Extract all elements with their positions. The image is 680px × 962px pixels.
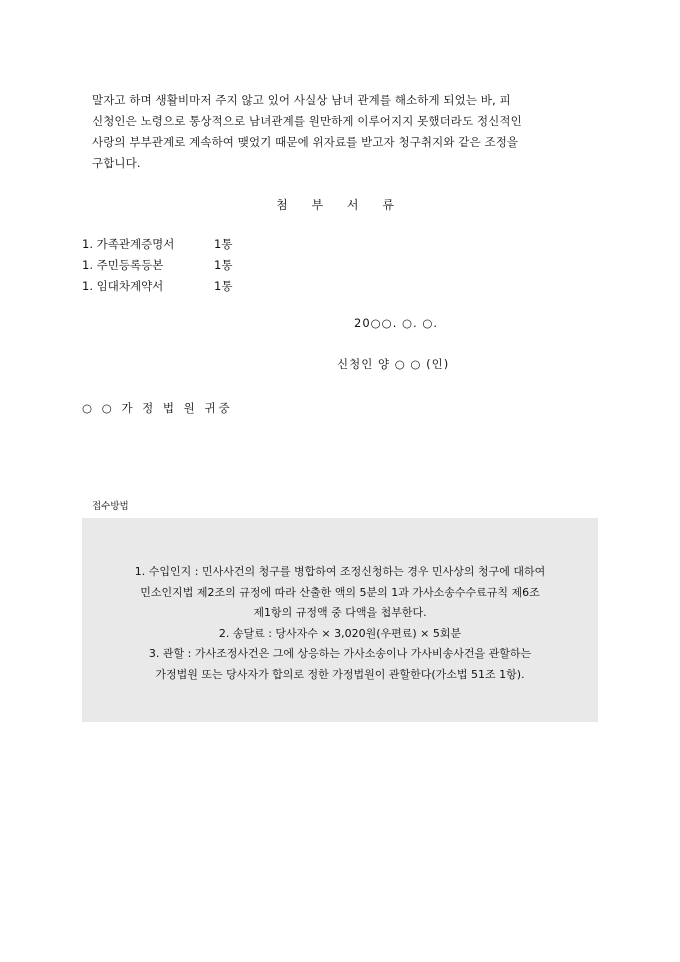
- filing-method-label: 접수방법: [92, 501, 129, 512]
- attachment-name: 1. 주민등록등본: [82, 258, 164, 272]
- attachment-count: 1통: [214, 258, 233, 272]
- body-line: 구합니다.: [92, 156, 141, 170]
- attachment-count: 1통: [214, 237, 233, 251]
- filing-method-text: [82, 562, 598, 685]
- attachment-item: [82, 276, 232, 297]
- filing-method-box: [82, 518, 598, 722]
- body-line: 사랑의 부부관계로 계속하여 맺었기 때문에 위자료를 받고자 청구취지와 같은 조정을: [92, 135, 519, 149]
- method-line: 1. 수입인지 : 민사사건의 청구를 병합하여 조정신청하는 경우 민사상의 청구에 대하여: [134, 565, 546, 578]
- method-line: 가정법원 또는 당사자가 합의로 정한 가정법원이 관할한다(가소법 51조 1항).: [155, 667, 525, 681]
- body-line: 말자고 하며 생활비마저 주지 않고 있어 사실상 남녀 관계를 해소하게 되었는 바, 피: [92, 93, 511, 107]
- court-addressee: ○ ○ 가 정 법 원 귀중: [82, 401, 233, 415]
- method-line: 제1항의 규정액 중 다액을 첩부한다.: [253, 606, 427, 619]
- body-line: 신청인은 노령으로 통상적으로 남녀관계를 원만하게 이루어지지 못했더라도 정신적인: [92, 114, 522, 128]
- attachments-list: [82, 234, 232, 297]
- attachment-item: [82, 234, 232, 255]
- attachment-item: [82, 255, 232, 276]
- method-line: 민소인지법 제2조의 규정에 따라 산출한 액의 5분의 1과 가사소송수수료규칙 제6조: [140, 585, 540, 599]
- attachment-name: 1. 가족관계증명서: [82, 237, 175, 251]
- attachment-count: 1통: [214, 279, 233, 293]
- attachments-heading: 첨 부 서 류: [276, 198, 404, 212]
- body-paragraph: [92, 90, 612, 174]
- attachment-name: 1. 임대차계약서: [82, 279, 164, 293]
- document-date: 20○○. ○. ○.: [354, 316, 439, 330]
- applicant-signature: 신청인 양 ○ ○ (인): [337, 357, 450, 371]
- method-line: 2. 송달료 : 당사자수 × 3,020원(우편료) × 5회분: [218, 626, 462, 640]
- method-line: 3. 관할 : 가사조정사건은 그에 상응하는 가사소송이나 가사비송사건을 관할하는: [148, 647, 532, 660]
